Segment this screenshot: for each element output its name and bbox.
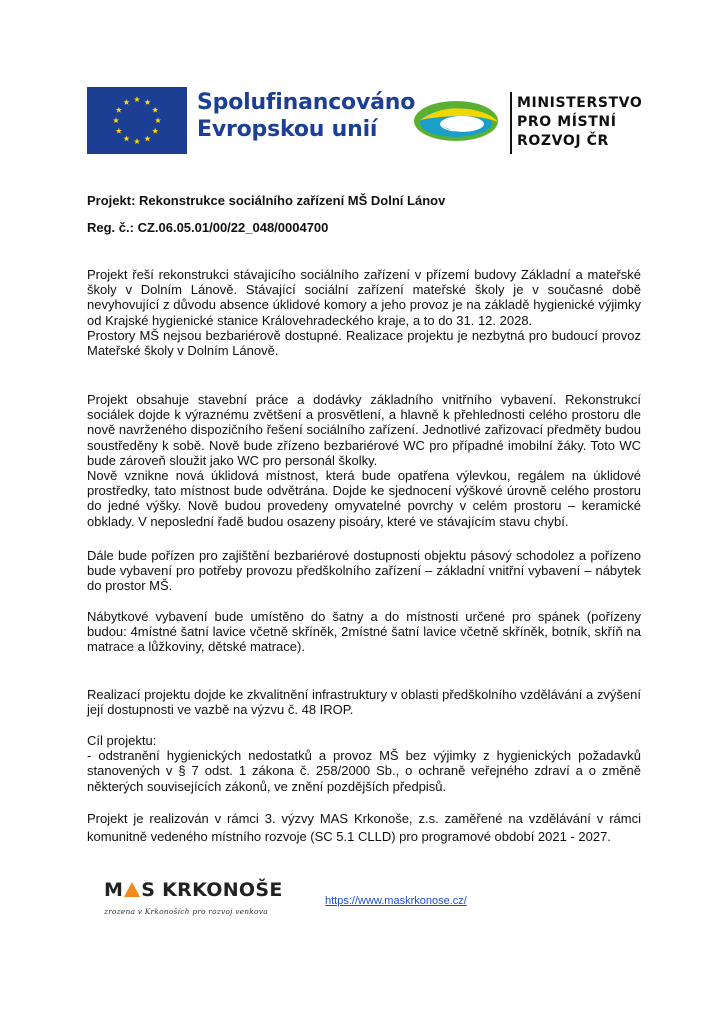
mmr-line1: MINISTERSTVO [517,95,643,111]
eu-text-line1: Spolufinancováno [197,90,416,115]
eu-star-icon [123,135,129,141]
eu-star-icon [134,96,140,102]
paragraph-goal [87,733,641,794]
eu-star-icon [116,128,122,134]
paragraph-text: Projekt obsahuje stavební práce a dodávky základního vnitřního vybavení. Rekonstrukcí sociálek dojde k výraznému zvětšení a prosvětlení, a hlavně k přehlednosti celého prostoru dle nově navrženého dispozičního řešení sociálního zařízení. Jednotlivé zařizovací předměty budou soustředěny k sobě. Nově bude zřízeno bezbariérové WC pro případné imobilní žáky. Toto WC bude zároveň sloužit jako WC pro personál školky. [87,392,641,468]
eu-star-icon [123,99,129,105]
mas-krkonose-logo [104,879,283,901]
eu-star-icon [116,107,122,113]
paragraph-equipment [87,548,641,594]
paragraph-intro [87,267,641,358]
project-title: Projekt: Rekonstrukce sociálního zařízení MŠ Dolní Lánov [87,193,446,208]
paragraph-result [87,687,641,717]
paragraph-works [87,392,641,529]
eu-star-icon [152,107,158,113]
paragraph-text: Projekt řeší rekonstrukci stávajícího sociálního zařízení v přízemí budovy Základní a mateřské školy v Dolním Lánově. Stávající sociální zařízení mateřské školy je v současné době nevyhovující z důvodu absence úklidové komory a jeho provoz je na základě hygienické výjimky od Krajské hygienické stanice Královehradeckého kraje, a to do 31. 12. 2028. [87,267,641,328]
mas-triangle-icon [124,882,140,897]
paragraph-text: Nově vznikne nová úklidová místnost, která bude opatřena výlevkou, regálem na úklidové prostředky, tato místnost bude odvětrána. Dojde ke sjednocení výškové úrovně celého prostoru do jedné výšky. Nově budou provedeny omyvatelné povrchy v celém prostoru – keramické obklady. V neposlední řadě budou osazeny pisoáry, které ve stávajícím stavu chybí. [87,468,641,529]
paragraph-mas [87,810,641,846]
mmr-ministry-text [517,94,642,151]
paragraph-text: Dále bude pořízen pro zajištění bezbariérové dostupnosti objektu pásový schodolez a pořízeno bude vybavení pro potřeby provozu předškolního zařízení – základní vnitřní vybavení – nábytek do prostor MŠ. [87,548,641,594]
paragraph-text: Prostory MŠ nejsou bezbariérově dostupné. Realizace projektu je nezbytná pro budoucí provoz Mateřské školy v Dolním Lánově. [87,327,641,359]
mmr-divider [510,92,512,154]
eu-star-icon [144,99,150,105]
goal-title: Cíl projektu: [87,733,157,748]
eu-star-icon [113,117,119,123]
eu-star-icon [144,135,150,141]
eu-star-icon [134,138,140,144]
eu-cofinanced-text [197,89,415,143]
eu-flag-logo [87,87,187,154]
mmr-line3: ROZVOJ ČR [517,133,609,149]
mas-logo-letter-m: M [104,879,124,901]
eu-text-line2: Evropskou unií [197,117,378,142]
mas-logo-rest: S KRKONOŠE [141,879,283,901]
eu-star-icon [155,117,161,123]
paragraph-text: Realizací projektu dojde ke zkvalitnění infrastruktury v oblasti předškolního vzdělávání a zvýšení její dostupnosti ve vazbě na výzvu č. 48 IROP. [87,687,641,718]
registration-number: Reg. č.: CZ.06.05.01/00/22_048/0004700 [87,220,329,235]
paragraph-furniture [87,609,641,655]
mas-tagline: zrozena v Krkonoších pro rozvoj venkova [104,907,268,916]
mas-website-link[interactable]: https://www.maskrkonose.cz/ [325,895,467,907]
paragraph-text: - odstranění hygienických nedostatků a provoz MŠ bez výjimky z hygienických požadavků stanovených v § 7 odst. 1 zákona č. 258/2000 Sb., o ochraně veřejného zdraví a o změně některých souvisejících zákonů, ve znění pozdějších předpisů. [87,748,641,794]
paragraph-text: Projekt je realizován v rámci 3. výzvy MAS Krkonoše, z.s. zaměřené na vzdělávání v rámci komunitně vedeného místního rozvoje (SC 5.1 CLLD) pro programové období 2021 - 2027. [87,811,641,844]
eu-star-icon [152,128,158,134]
mmr-emblem-icon [412,98,500,144]
mmr-line2: PRO MÍSTNÍ [517,114,617,130]
paragraph-text: Nábytkové vybavení bude umístěno do šatny a do místnosti určené pro spánek (pořízeny budou: 4místné šatní lavice včetně skříněk, 2místné šatní lavice včetně skříněk, botník, skříň na matrace a lůžkoviny, dětské matrace). [87,609,641,655]
